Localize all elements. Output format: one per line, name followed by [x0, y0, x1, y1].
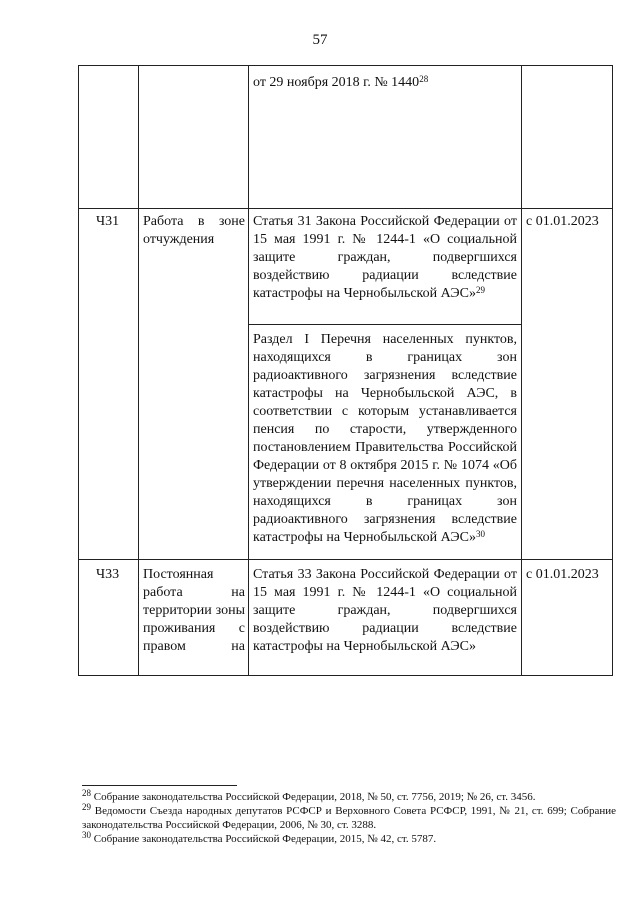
table-rule: [78, 65, 79, 676]
table-rule: [78, 559, 613, 560]
table-rule: [521, 65, 522, 676]
table-rule: [78, 675, 613, 676]
table-rule: [78, 208, 613, 209]
table-cell-date: с 01.01.2023: [526, 214, 599, 229]
page-number: 57: [312, 32, 328, 48]
footnote-ref: 30: [475, 529, 485, 539]
table-rule: [248, 324, 521, 325]
table-cell-basis: Раздел I Перечня населенных пунктов, находящихся в границах зон радиоактивного загрязнения вследствие катастрофы на Чернобыльской АЭС, в соответствии с которым устанавливается пенсия по старости, утвержденного постановлением Правительства Российской Федерации от 8 октября 2015 г. № 1074 «Об утверждении перечня населенных пунктов, находящихся в границах зон радиоактивного загрязнения вследствие катастрофы на Чернобыльской АЭС»$^{30}$: [253, 332, 517, 545]
footnote: $^{28}$ Собрание законодательства Российской Федерации, 2018, № 50, ст. 7756, 2019; № 26, ст. 3456.: [82, 788, 536, 803]
table-cell-name: Постоянная работа на территории зоны проживания с правом на: [143, 567, 245, 654]
table-cell-code: Ч33: [96, 567, 120, 582]
table-cell-basis: Статья 33 Закона Российской Федерации от 15 мая 1991 г. № 1244-1 «О социальной защите граждан, подвергшихся воздействию радиации вследствие катастрофы на Чернобыльской АЭС»: [253, 567, 517, 654]
table-cell-name: Работа в зоне отчуждения: [143, 214, 245, 247]
table-cell-code: Ч31: [96, 214, 120, 229]
table-rule: [248, 65, 249, 676]
table-cell-date: с 01.01.2023: [526, 567, 599, 582]
table-rule: [78, 65, 613, 66]
footnotes: [82, 790, 616, 846]
footnote: $^{30}$ Собрание законодательства Российской Федерации, 2015, № 42, ст. 5787.: [82, 830, 437, 845]
table-rule: [612, 65, 613, 676]
table-cell-basis: от 29 ноября 2018 г. № 1440$^{28}$: [253, 74, 429, 90]
footnote-ref: 28: [419, 74, 429, 84]
table-cell-basis: Статья 31 Закона Российской Федерации от 15 мая 1991 г. № 1244-1 «О социальной защите граждан, подвергшихся воздействию радиации вследствие катастрофы на Чернобыльской АЭС»$^{29}$: [253, 214, 517, 301]
table-rule: [138, 65, 139, 676]
footnote: $^{29}$ Ведомости Съезда народных депутатов РСФСР и Верховного Совета РСФСР, 1991, № 21, ст. 699; Собрание законодательства Российской Федерации, 2006, № 30, ст. 3288.: [82, 802, 617, 831]
footnote-ref: 29: [475, 285, 485, 295]
footnote-divider: [82, 785, 237, 786]
